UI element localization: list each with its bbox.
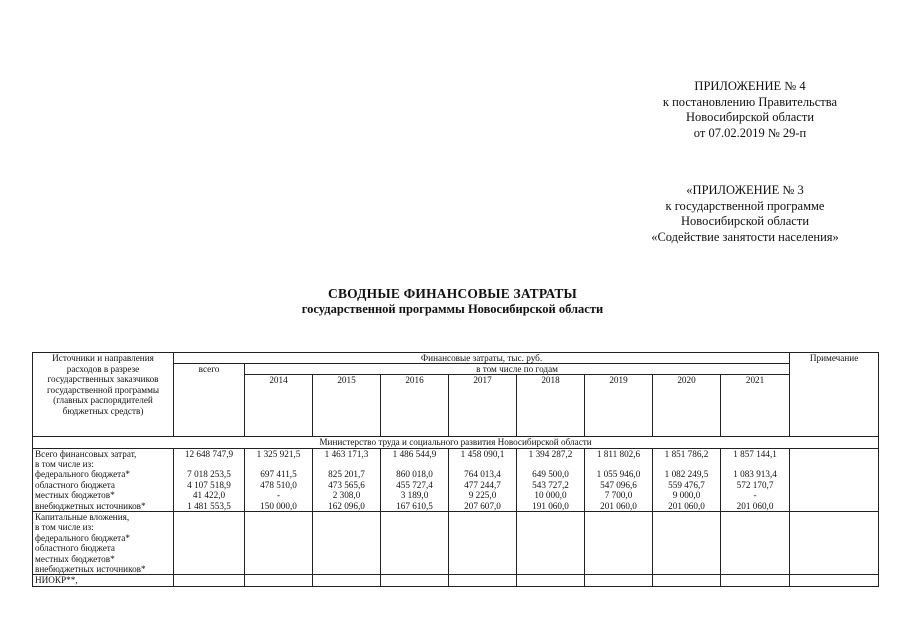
value-cell: 41 422,0 — [192, 490, 226, 501]
value-cell: - — [753, 490, 757, 501]
row-label: местных бюджетов* — [35, 490, 115, 501]
value-cell: 2 308,0 — [332, 490, 361, 501]
empty-cell — [174, 575, 245, 586]
value-cell: 167 610,5 — [396, 500, 433, 511]
row-label: внебюджетных источников* — [35, 500, 146, 511]
value-cell: 1 857 144,1 — [733, 448, 777, 459]
value-cell: 473 565,6 — [328, 479, 365, 490]
empty-cell — [517, 511, 585, 574]
empty-cell — [653, 575, 721, 586]
value-cell — [655, 459, 718, 469]
empty-cell — [174, 511, 245, 574]
niokr-label: НИОКР**, — [33, 575, 174, 586]
value-cell: 1 055 946,0 — [596, 469, 641, 480]
row-label: внебюджетных источников* — [35, 563, 146, 574]
empty-cell — [245, 575, 313, 586]
value-cell: 559 476,7 — [668, 479, 705, 490]
year-header: 2017 — [449, 375, 517, 437]
annex-3-line: к государственной программе — [665, 198, 825, 213]
header-total: всего — [174, 364, 245, 437]
value-cell: 1 486 544,9 — [392, 448, 437, 459]
empty-cell — [313, 575, 381, 586]
row-label: областного бюджета — [35, 543, 115, 554]
financial-costs-table — [32, 352, 879, 587]
value-cell: 547 096,6 — [600, 479, 637, 490]
empty-cell — [653, 511, 721, 574]
value-cell — [247, 459, 310, 469]
value-cell: 860 018,0 — [396, 469, 433, 480]
value-cell: 191 060,0 — [532, 500, 569, 511]
value-cell: 1 811 802,6 — [596, 448, 641, 459]
row-label: Капитальные вложения, — [35, 511, 130, 522]
year-column-2019 — [585, 448, 653, 511]
empty-cell — [381, 511, 449, 574]
annex-4-line: Новосибирской области — [685, 110, 815, 124]
value-cell: 7 700,0 — [604, 490, 633, 501]
total-costs-row — [33, 448, 879, 511]
niokr-row — [33, 575, 879, 586]
row-label: Всего финансовых затрат, — [35, 448, 137, 459]
ministry-name: Министерство труда и социального развития Новосибирской области — [33, 437, 879, 448]
value-cell: 1 458 090,1 — [460, 448, 505, 459]
annex-3-line: «Содействие занятости населения» — [651, 229, 839, 244]
note-cell — [790, 575, 879, 586]
capex-row — [33, 511, 879, 574]
year-header: 2014 — [245, 375, 313, 437]
value-cell: 9 225,0 — [468, 490, 497, 501]
annex-3-line: «ПРИЛОЖЕНИЕ № 3 — [686, 183, 804, 197]
row-label: местных бюджетов* — [35, 553, 115, 564]
year-header: 2021 — [721, 375, 790, 437]
annex-4-line: к постановлению Правительства — [662, 94, 838, 109]
row-label: федерального бюджета* — [35, 532, 130, 543]
year-column-2017 — [449, 448, 517, 511]
value-cell — [451, 459, 514, 469]
value-cell: 9 000,0 — [672, 490, 701, 501]
value-cell: - — [276, 490, 281, 501]
year-header: 2016 — [381, 375, 449, 437]
value-cell: 4 107 518,9 — [187, 479, 231, 490]
total-column — [174, 448, 245, 511]
value-cell: 1 082 249,5 — [664, 469, 709, 480]
value-cell: 1 394 287,2 — [528, 448, 573, 459]
value-cell: 1 463 171,3 — [324, 448, 369, 459]
ministry-row — [33, 437, 879, 448]
row-label: в том числе из: — [35, 459, 94, 469]
year-header: 2015 — [313, 375, 381, 437]
value-cell — [723, 459, 787, 469]
annex-4-line: ПРИЛОЖЕНИЕ № 4 — [694, 79, 806, 93]
value-cell: 207 607,0 — [464, 500, 501, 511]
value-cell: 1 325 921,5 — [256, 448, 301, 459]
value-cell: 572 170,7 — [736, 479, 774, 490]
empty-cell — [517, 575, 585, 586]
row-label: областного бюджета — [35, 479, 115, 490]
value-cell — [383, 459, 446, 469]
capex-row-labels — [33, 511, 174, 574]
empty-cell — [381, 575, 449, 586]
value-cell — [587, 459, 650, 469]
value-cell: 764 013,4 — [464, 469, 501, 480]
year-column-2015 — [313, 448, 381, 511]
year-column-2018 — [517, 448, 585, 511]
empty-cell — [721, 511, 790, 574]
header-by-years: в том числе по годам — [245, 364, 790, 375]
header-row-1 — [33, 353, 879, 364]
value-cell: 10 000,0 — [534, 490, 567, 501]
empty-cell — [721, 575, 790, 586]
value-cell: 649 500,0 — [532, 469, 569, 480]
header-source: Источники и направления расходов в разрезе государственных заказчиков государственной программы (главных распорядителей бюджетных средств) — [33, 353, 174, 437]
value-cell — [519, 459, 582, 469]
year-header: 2018 — [517, 375, 585, 437]
year-column-2021 — [721, 448, 790, 511]
value-cell: 1 851 786,2 — [664, 448, 709, 459]
year-column-2014 — [245, 448, 313, 511]
note-cell — [790, 511, 879, 574]
empty-cell — [585, 575, 653, 586]
empty-cell — [449, 511, 517, 574]
total-row-labels — [33, 448, 174, 511]
value-cell: 1 481 553,5 — [187, 500, 231, 511]
value-cell — [315, 459, 378, 469]
header-costs: Финансовые затраты, тыс. руб. — [174, 353, 790, 364]
value-cell — [176, 459, 242, 469]
empty-cell — [585, 511, 653, 574]
row-label: в том числе из: — [35, 522, 94, 533]
document-subtitle: государственной программы Новосибирской области — [301, 302, 604, 316]
value-cell: 3 189,0 — [400, 490, 429, 501]
value-cell: 12 648 747,9 — [184, 448, 234, 459]
value-cell: 7 018 253,5 — [187, 469, 231, 480]
year-column-2016 — [381, 448, 449, 511]
value-cell: 150 000,0 — [260, 500, 297, 511]
annex-4-header — [600, 79, 900, 141]
document-title: СВОДНЫЕ ФИНАНСОВЫЕ ЗАТРАТЫ — [328, 286, 577, 301]
value-cell: 201 060,0 — [736, 500, 774, 511]
value-cell: 543 727,2 — [532, 479, 569, 490]
annex-3-line: Новосибирской области — [680, 214, 810, 228]
value-cell: 478 510,0 — [260, 479, 297, 490]
value-cell: 162 096,0 — [328, 500, 365, 511]
row-label: федерального бюджета* — [35, 469, 130, 480]
value-cell: 697 411,5 — [260, 469, 297, 480]
value-cell: 825 201,7 — [328, 469, 365, 480]
note-cell — [790, 448, 879, 511]
value-cell: 201 060,0 — [668, 500, 705, 511]
annex-3-header — [595, 183, 895, 245]
document-title-block — [0, 286, 905, 317]
empty-cell — [313, 511, 381, 574]
header-note: Примечание — [790, 353, 879, 437]
value-cell: 455 727,4 — [396, 479, 433, 490]
empty-cell — [245, 511, 313, 574]
empty-cell — [449, 575, 517, 586]
annex-4-line: от 07.02.2019 № 29-п — [693, 125, 807, 140]
year-header: 2020 — [653, 375, 721, 437]
value-cell: 201 060,0 — [600, 500, 637, 511]
value-cell: 477 244,7 — [464, 479, 501, 490]
year-header: 2019 — [585, 375, 653, 437]
year-column-2020 — [653, 448, 721, 511]
value-cell: 1 083 913,4 — [733, 469, 777, 480]
